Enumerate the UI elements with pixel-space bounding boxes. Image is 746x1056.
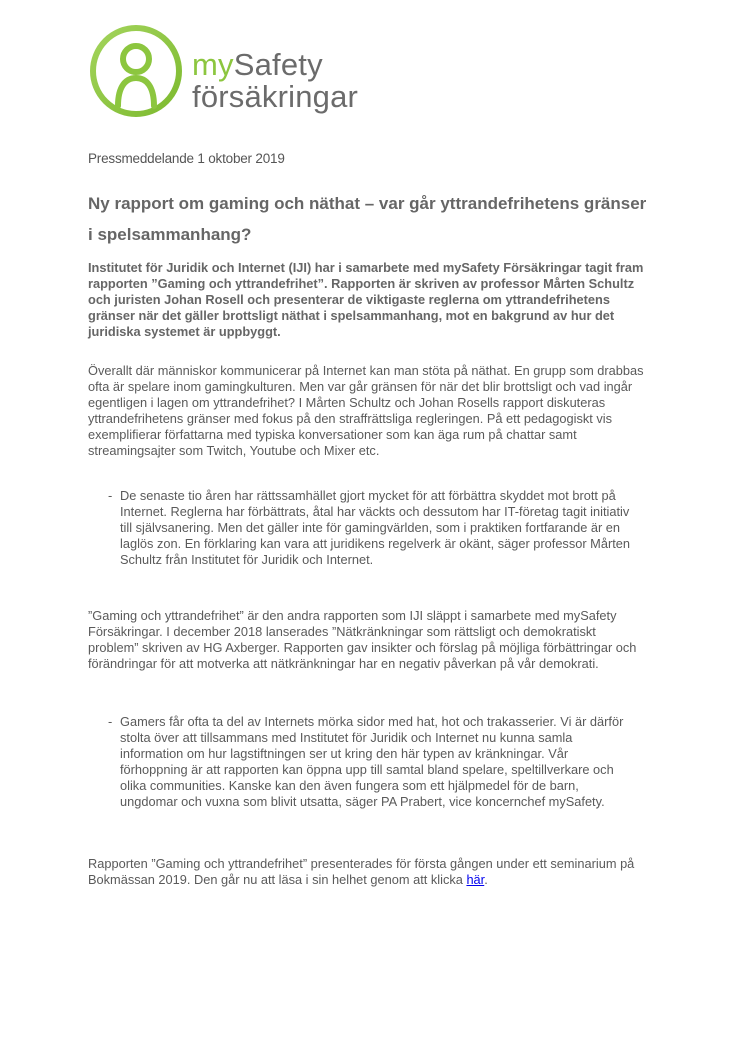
lead-paragraph: Institutet för Juridik och Internet (IJI) har i samarbete med mySafety Försäkringar tagit fram rapporten ”Gaming och yttrandefrihet”. Rapporten är skriven av professor Mårten Schultz och juristen Johan Rosell och presenterar de viktigaste reglerna om yttrandefrihetens gränser när det gäller brottsligt näthat i spelsammanhang, mot en bakgrund av hur det juridiska systemet är uppbyggt. — [88, 260, 644, 339]
brand-name — [192, 47, 323, 83]
closing-text: Rapporten ”Gaming och yttrandefrihet” presenterades för första gången under ett seminarium på Bokmässan 2019. Den går nu att läsa i sin helhet genom att klicka — [88, 856, 635, 887]
quote-text-1: De senaste tio åren har rättssamhället gjort mycket för att förbättra skyddet mot brott på Internet. Reglerna har förbättrats, åtal har väckts och dessutom har IT-företag tagit initiativ till självsanering. Men det gäller inte för gamingvärlden, som i praktiken fortfarande är en laglös zon. En förklaring kan vara att juridikens regelverk är okänt, säger professor Mårten Schultz från Institutet för Juridik och Internet. — [120, 488, 630, 567]
bullet-dash: - — [108, 488, 113, 503]
report-link[interactable]: här — [466, 872, 485, 887]
body-paragraph-2: ”Gaming och yttrandefrihet” är den andra rapporten som IJI släppt i samarbete med mySafety Försäkringar. I december 2018 lanserades ”Nätkränkningar som rättsligt och demokratiskt problem” skriven av HG Axberger. Rapporten gav insikter och förslag på möjliga förbättringar och förändringar för att motverka att nätkränkningar har en negativ påverkan på vår demokrati. — [88, 608, 637, 671]
person-circle-icon — [88, 24, 188, 120]
quote-text-2: Gamers får ofta ta del av Internets mörka sidor med hat, hot och trakasserier. Vi är därför stolta över att tillsammans med Institutet för Juridik och Internet nu kunna samla information om hur lagstiftningen ser ut kring den här typen av kränkningar. Vår förhoppning är att rapporten kan öppna upp till samtal bland spelare, speltillverkare och olika communities. Kanske kan den även fungera som ett hjälpmedel för de barn, ungdomar och vuxna som blivit utsatta, säger PA Prabert, vice koncernchef mySafety. — [120, 714, 624, 809]
quote-block-1 — [108, 488, 632, 568]
brand-subtitle: försäkringar — [192, 79, 359, 114]
closing-paragraph — [88, 856, 648, 888]
brand-prefix: my — [192, 47, 234, 82]
company-logo — [88, 24, 368, 120]
brand-suffix: Safety — [233, 47, 323, 82]
headline: Ny rapport om gaming och näthat – var går yttrandefrihetens gränser i spelsammanhang? — [88, 194, 647, 244]
bullet-dash: - — [108, 714, 113, 729]
body-paragraph-1: Överallt där människor kommunicerar på Internet kan man stöta på näthat. En grupp som drabbas ofta är spelare inom gamingkulturen. Men var går gränsen för när det blir brottsligt och vad ingår egentligen i lagen om yttrandefrihet? I Mårten Schultz och Johan Rosells rapport diskuteras yttrandefrihetens gränser med fokus på den straffrättsliga regleringen. På ett pedagogiskt vis exemplifierar författarna med typiska konversationer som kan äga rum på chattar samt streamingsajter som Twitch, Youtube och Mixer etc. — [88, 363, 644, 458]
press-release-date: Pressmeddelande 1 oktober 2019 — [88, 151, 285, 166]
quote-block-2 — [108, 714, 632, 810]
closing-end: . — [484, 872, 488, 887]
